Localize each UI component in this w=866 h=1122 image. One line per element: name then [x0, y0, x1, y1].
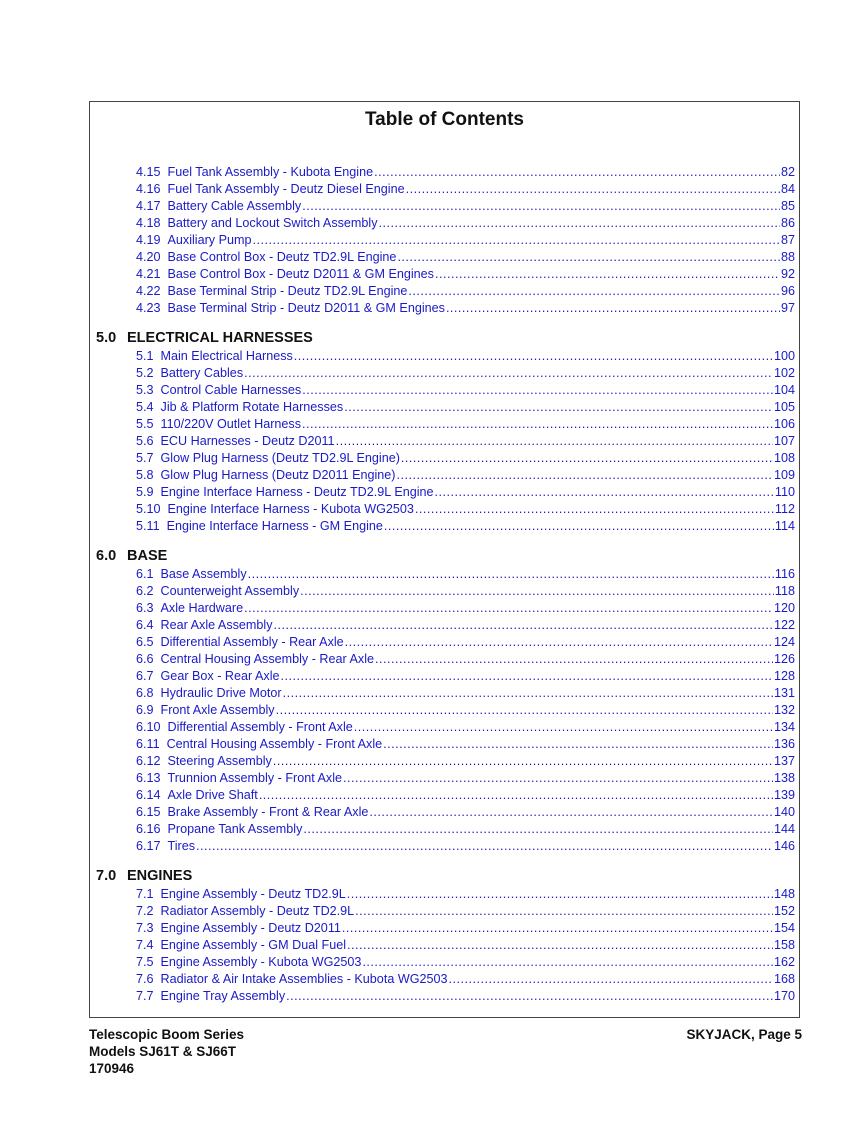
- entry-title: Battery and Lockout Switch Assembly: [167, 216, 378, 230]
- entry-page-number: 137: [773, 754, 795, 768]
- entry-number: 7.5: [136, 955, 154, 969]
- toc-entry[interactable]: [90, 787, 799, 804]
- entry-title: 110/220V Outlet Harness: [160, 417, 301, 431]
- dot-leader: [343, 770, 773, 787]
- entry-number: 6.6: [136, 652, 154, 666]
- entry-number: 4.15: [136, 165, 161, 179]
- dot-leader: [415, 501, 774, 518]
- entry-title: ECU Harnesses - Deutz D2011: [160, 434, 335, 448]
- entry-title: Trunnion Assembly - Front Axle: [167, 771, 343, 785]
- entry-number: 6.7: [136, 669, 154, 683]
- entry-title: Engine Assembly - GM Dual Fuel: [160, 938, 346, 952]
- dot-leader: [406, 181, 780, 198]
- entry-title: Engine Interface Harness - Kubota WG2503: [167, 502, 414, 516]
- dot-leader: [374, 164, 780, 181]
- dot-leader: [276, 702, 773, 719]
- page-title: Table of Contents: [364, 109, 525, 130]
- toc-entry[interactable]: [90, 416, 799, 433]
- toc-entry[interactable]: [90, 804, 799, 821]
- entry-title: Engine Assembly - Kubota WG2503: [160, 955, 362, 969]
- entry-number: 5.2: [136, 366, 154, 380]
- entry-number: 4.17: [136, 199, 161, 213]
- entry-title: Engine Interface Harness - Deutz TD2.9L Engine: [160, 485, 434, 499]
- entry-title: Hydraulic Drive Motor: [160, 686, 282, 700]
- dot-leader: [446, 300, 780, 317]
- entry-page-number: 152: [773, 904, 795, 918]
- toc-entry[interactable]: [90, 937, 799, 954]
- toc-entry[interactable]: [90, 433, 799, 450]
- toc-entry[interactable]: [90, 566, 799, 583]
- section-title: BASE: [127, 548, 168, 564]
- entry-number: 5.8: [136, 468, 154, 482]
- toc-entry[interactable]: [90, 702, 799, 719]
- toc-section: [90, 866, 799, 1005]
- entry-page-number: 131: [773, 686, 795, 700]
- entry-title: Engine Assembly - Deutz TD2.9L: [160, 887, 346, 901]
- entry-page-number: 122: [773, 618, 795, 632]
- entry-title: Glow Plug Harness (Deutz D2011 Engine): [160, 468, 396, 482]
- dot-leader: [369, 804, 773, 821]
- entry-title: Central Housing Assembly - Rear Axle: [160, 652, 374, 666]
- dot-leader: [286, 988, 773, 1005]
- entry-title: Glow Plug Harness (Deutz TD2.9L Engine): [160, 451, 400, 465]
- dot-leader: [354, 719, 773, 736]
- dot-leader: [401, 450, 773, 467]
- entry-number: 4.21: [136, 267, 161, 281]
- entry-page-number: 144: [773, 822, 795, 836]
- entry-title: Engine Tray Assembly: [160, 989, 286, 1003]
- dot-leader: [283, 685, 773, 702]
- entry-title: Base Assembly: [160, 567, 247, 581]
- toc-entry[interactable]: [90, 283, 799, 300]
- dot-leader: [244, 365, 773, 382]
- footer-part-number: 170946: [89, 1061, 135, 1076]
- dot-leader: [383, 736, 773, 753]
- dot-leader: [449, 971, 773, 988]
- entry-page-number: 116: [774, 567, 795, 581]
- entry-number: 6.2: [136, 584, 154, 598]
- entry-title: Base Terminal Strip - Deutz D2011 & GM Engines: [167, 301, 445, 315]
- toc-entry[interactable]: [90, 198, 799, 215]
- entry-number: 6.1: [136, 567, 154, 581]
- toc-frame: [89, 101, 800, 1018]
- dot-leader: [302, 382, 773, 399]
- entry-number: 7.4: [136, 938, 154, 952]
- entry-page-number: 132: [773, 703, 795, 717]
- dot-leader: [355, 903, 773, 920]
- entry-page-number: 82: [780, 165, 795, 179]
- entry-number: 4.23: [136, 301, 161, 315]
- entry-page-number: 108: [773, 451, 795, 465]
- entry-number: 4.16: [136, 182, 161, 196]
- toc-entry[interactable]: [90, 617, 799, 634]
- dot-leader: [375, 651, 773, 668]
- entry-page-number: 139: [773, 788, 795, 802]
- entry-number: 6.10: [136, 720, 161, 734]
- entry-number: 7.2: [136, 904, 154, 918]
- entry-page-number: 106: [773, 417, 795, 431]
- toc-entry[interactable]: [90, 988, 799, 1005]
- entry-title: Base Control Box - Deutz D2011 & GM Engines: [167, 267, 434, 281]
- entry-number: 7.6: [136, 972, 154, 986]
- entry-page-number: 88: [780, 250, 795, 264]
- entry-page-number: 126: [773, 652, 795, 666]
- toc-entry[interactable]: [90, 600, 799, 617]
- toc-entry[interactable]: [90, 232, 799, 249]
- footer-series: Telescopic Boom Series: [89, 1027, 245, 1042]
- entry-page-number: 96: [780, 284, 795, 298]
- entry-number: 4.22: [136, 284, 161, 298]
- entry-page-number: 170: [773, 989, 795, 1003]
- toc-section: [90, 164, 799, 317]
- entry-number: 5.1: [136, 349, 154, 363]
- entry-number: 5.11: [136, 519, 160, 533]
- dot-leader: [397, 249, 780, 266]
- dot-leader: [345, 634, 773, 651]
- dot-leader: [396, 467, 773, 484]
- entry-page-number: 134: [773, 720, 795, 734]
- entry-page-number: 118: [774, 584, 795, 598]
- entry-page-number: 87: [780, 233, 795, 247]
- toc-entry[interactable]: [90, 971, 799, 988]
- entry-title: Auxiliary Pump: [167, 233, 252, 247]
- dot-leader: [336, 433, 773, 450]
- entry-page-number: 86: [780, 216, 795, 230]
- toc-entry[interactable]: [90, 365, 799, 382]
- entry-number: 7.7: [136, 989, 154, 1003]
- entry-page-number: 124: [773, 635, 795, 649]
- toc-entry[interactable]: [90, 518, 799, 535]
- entry-page-number: 162: [773, 955, 795, 969]
- toc-entry[interactable]: [90, 736, 799, 753]
- toc-section: [90, 546, 799, 855]
- entry-number: 5.4: [136, 400, 154, 414]
- entry-number: 6.16: [136, 822, 161, 836]
- entry-page-number: 148: [773, 887, 795, 901]
- dot-leader: [362, 954, 773, 971]
- section-number: 6.0: [96, 548, 117, 564]
- dot-leader: [281, 668, 773, 685]
- entry-title: Battery Cables: [160, 366, 244, 380]
- section-title: ELECTRICAL HARNESSES: [127, 330, 313, 346]
- entry-page-number: 146: [773, 839, 795, 853]
- entry-title: Fuel Tank Assembly - Deutz Diesel Engine: [167, 182, 405, 196]
- dot-leader: [408, 283, 780, 300]
- entry-title: Differential Assembly - Front Axle: [167, 720, 353, 734]
- toc-entry[interactable]: [90, 215, 799, 232]
- entry-number: 5.6: [136, 434, 154, 448]
- toc-entry[interactable]: [90, 249, 799, 266]
- entry-number: 6.13: [136, 771, 161, 785]
- entry-title: Counterweight Assembly: [160, 584, 300, 598]
- entry-title: Battery Cable Assembly: [167, 199, 302, 213]
- entry-page-number: 114: [774, 519, 795, 533]
- toc-section: [90, 328, 799, 535]
- dot-leader: [384, 518, 774, 535]
- toc-entry[interactable]: [90, 583, 799, 600]
- entry-number: 5.10: [136, 502, 161, 516]
- toc-entry[interactable]: [90, 954, 799, 971]
- toc-entry[interactable]: [90, 484, 799, 501]
- entry-number: 4.18: [136, 216, 161, 230]
- entry-title: Steering Assembly: [167, 754, 272, 768]
- entry-title: Axle Hardware: [160, 601, 244, 615]
- entry-title: Differential Assembly - Rear Axle: [160, 635, 344, 649]
- entry-number: 6.8: [136, 686, 154, 700]
- section-heading: [96, 866, 799, 886]
- dot-leader: [300, 583, 774, 600]
- entry-page-number: 107: [773, 434, 795, 448]
- section-heading: [96, 328, 799, 348]
- entry-page-number: 109: [773, 468, 795, 482]
- entry-page-number: 158: [773, 938, 795, 952]
- entry-page-number: 92: [780, 267, 795, 281]
- entry-title: Rear Axle Assembly: [160, 618, 273, 632]
- toc-entry[interactable]: [90, 266, 799, 283]
- section-heading: [96, 546, 799, 566]
- entry-number: 6.15: [136, 805, 161, 819]
- toc-entry[interactable]: [90, 501, 799, 518]
- toc-entry[interactable]: [90, 838, 799, 855]
- entry-title: Main Electrical Harness: [160, 349, 293, 363]
- toc-entry[interactable]: [90, 668, 799, 685]
- entry-title: Jib & Platform Rotate Harnesses: [160, 400, 344, 414]
- dot-leader: [244, 600, 773, 617]
- dot-leader: [274, 617, 773, 634]
- toc-entry[interactable]: [90, 450, 799, 467]
- toc-entry[interactable]: [90, 467, 799, 484]
- entry-page-number: 110: [774, 485, 795, 499]
- entry-number: 6.4: [136, 618, 154, 632]
- entry-number: 4.20: [136, 250, 161, 264]
- footer-models: Models SJ61T & SJ66T: [89, 1044, 237, 1059]
- entry-page-number: 105: [773, 400, 795, 414]
- section-number: 5.0: [96, 330, 117, 346]
- dot-leader: [435, 266, 780, 283]
- dot-leader: [302, 198, 780, 215]
- entry-title: Front Axle Assembly: [160, 703, 275, 717]
- toc-entry[interactable]: [90, 181, 799, 198]
- toc-entry[interactable]: [90, 300, 799, 317]
- dot-leader: [342, 920, 773, 937]
- dot-leader: [248, 566, 774, 583]
- entry-number: 6.17: [136, 839, 161, 853]
- entry-number: 7.1: [136, 887, 154, 901]
- footer-left: [89, 1026, 244, 1077]
- entry-number: 7.3: [136, 921, 154, 935]
- dot-leader: [344, 399, 773, 416]
- toc-entry[interactable]: [90, 920, 799, 937]
- entry-number: 5.9: [136, 485, 154, 499]
- dot-leader: [302, 416, 773, 433]
- entry-number: 6.5: [136, 635, 154, 649]
- dot-leader: [196, 838, 773, 855]
- entry-title: Radiator Assembly - Deutz TD2.9L: [160, 904, 355, 918]
- toc-entry[interactable]: [90, 399, 799, 416]
- entry-title: Base Terminal Strip - Deutz TD2.9L Engine: [167, 284, 408, 298]
- dot-leader: [273, 753, 773, 770]
- toc-entry[interactable]: [90, 886, 799, 903]
- entry-page-number: 104: [773, 383, 795, 397]
- entry-title: Engine Interface Harness - GM Engine: [166, 519, 383, 533]
- entry-page-number: 102: [773, 366, 795, 380]
- toc-entry[interactable]: [90, 164, 799, 181]
- entry-number: 6.3: [136, 601, 154, 615]
- dot-leader: [253, 232, 780, 249]
- entry-page-number: 154: [773, 921, 795, 935]
- footer-page-label: SKYJACK, Page 5: [686, 1027, 802, 1042]
- entry-title: Brake Assembly - Front & Rear Axle: [167, 805, 369, 819]
- dot-leader: [379, 215, 780, 232]
- toc-entry[interactable]: [90, 719, 799, 736]
- toc-list: [90, 164, 799, 1016]
- entry-title: Central Housing Assembly - Front Axle: [166, 737, 383, 751]
- dot-leader: [435, 484, 774, 501]
- entry-page-number: 112: [774, 502, 795, 516]
- entry-page-number: 85: [780, 199, 795, 213]
- toc-entry[interactable]: [90, 348, 799, 365]
- entry-page-number: 100: [773, 349, 795, 363]
- entry-title: Axle Drive Shaft: [167, 788, 258, 802]
- entry-page-number: 136: [773, 737, 795, 751]
- toc-entry[interactable]: [90, 753, 799, 770]
- entry-page-number: 120: [773, 601, 795, 615]
- entry-page-number: 168: [773, 972, 795, 986]
- entry-title: Propane Tank Assembly: [167, 822, 303, 836]
- entry-title: Fuel Tank Assembly - Kubota Engine: [167, 165, 374, 179]
- entry-number: 5.3: [136, 383, 154, 397]
- dot-leader: [303, 821, 773, 838]
- toc-entry[interactable]: [90, 651, 799, 668]
- entry-number: 5.7: [136, 451, 154, 465]
- toc-entry[interactable]: [90, 903, 799, 920]
- entry-title: Engine Assembly - Deutz D2011: [160, 921, 341, 935]
- entry-page-number: 138: [773, 771, 795, 785]
- toc-entry[interactable]: [90, 821, 799, 838]
- dot-leader: [347, 937, 773, 954]
- entry-page-number: 84: [780, 182, 795, 196]
- entry-title: Control Cable Harnesses: [160, 383, 302, 397]
- entry-page-number: 140: [773, 805, 795, 819]
- entry-number: 5.5: [136, 417, 154, 431]
- entry-title: Tires: [167, 839, 196, 853]
- dot-leader: [259, 787, 773, 804]
- entry-number: 6.11: [136, 737, 160, 751]
- entry-page-number: 97: [780, 301, 795, 315]
- entry-page-number: 128: [773, 669, 795, 683]
- entry-title: Gear Box - Rear Axle: [160, 669, 280, 683]
- entry-title: Base Control Box - Deutz TD2.9L Engine: [167, 250, 397, 264]
- toc-entry[interactable]: [90, 770, 799, 787]
- section-title: ENGINES: [127, 868, 193, 884]
- toc-entry[interactable]: [90, 634, 799, 651]
- entry-number: 4.19: [136, 233, 161, 247]
- toc-entry[interactable]: [90, 685, 799, 702]
- section-number: 7.0: [96, 868, 117, 884]
- entry-number: 6.9: [136, 703, 154, 717]
- toc-entry[interactable]: [90, 382, 799, 399]
- entry-number: 6.12: [136, 754, 161, 768]
- entry-title: Radiator & Air Intake Assemblies - Kubota WG2503: [160, 972, 448, 986]
- dot-leader: [347, 886, 773, 903]
- entry-number: 6.14: [136, 788, 161, 802]
- dot-leader: [294, 348, 773, 365]
